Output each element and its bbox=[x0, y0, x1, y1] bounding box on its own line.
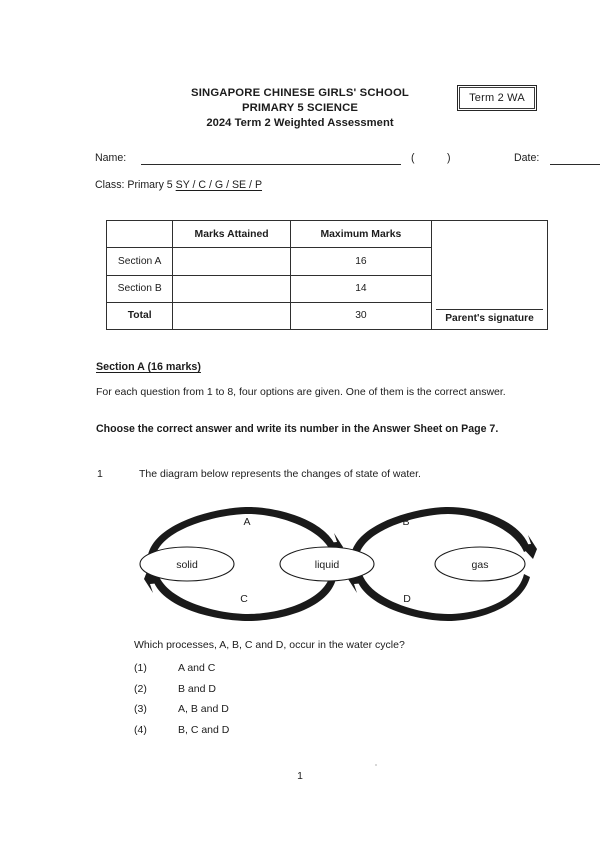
table-row bbox=[107, 302, 432, 329]
option-4[interactable] bbox=[134, 724, 464, 745]
page-number: 1 bbox=[297, 771, 303, 782]
subject-line: PRIMARY 5 SCIENCE bbox=[242, 102, 358, 114]
marks-table bbox=[106, 220, 432, 330]
process-label-a: A bbox=[243, 516, 251, 528]
option-2-text: B and D bbox=[178, 682, 216, 695]
table-corner-cell bbox=[107, 221, 173, 248]
parent-signature-label: Parent's signature bbox=[445, 313, 534, 324]
state-label-liquid: liquid bbox=[314, 559, 340, 571]
date-label: Date: bbox=[514, 152, 540, 164]
section-a-intro: For each question from 1 to 8, four options are given. One of them is the correct answer. bbox=[96, 386, 506, 398]
table-row bbox=[107, 248, 432, 275]
section-a-instruction: Choose the correct answer and write its number in the Answer Sheet on Page 7. bbox=[96, 423, 499, 435]
row-label-total: Total bbox=[107, 302, 173, 329]
name-input-rule[interactable] bbox=[141, 164, 401, 165]
row-label-section-b: Section B bbox=[107, 275, 173, 302]
name-label: Name: bbox=[95, 152, 127, 164]
row-label-section-a: Section A bbox=[107, 248, 173, 275]
index-paren-open: ( bbox=[411, 152, 415, 164]
cell-maximum-section-b: 14 bbox=[290, 275, 431, 302]
cell-attained-section-b[interactable] bbox=[173, 275, 290, 302]
signature-rule bbox=[436, 309, 543, 310]
state-label-gas: gas bbox=[471, 559, 489, 571]
option-3-text: A, B and D bbox=[178, 703, 229, 715]
question-1-prompt: Which processes, A, B, C and D, occur in the water cycle? bbox=[134, 639, 405, 651]
state-change-diagram bbox=[130, 503, 540, 625]
option-1-number: (1) bbox=[134, 662, 147, 674]
term-badge-label: Term 2 WA bbox=[459, 87, 535, 109]
question-1-number: 1 bbox=[97, 468, 103, 480]
option-2[interactable] bbox=[134, 683, 464, 704]
name-date-row bbox=[95, 151, 540, 169]
index-paren-close: ) bbox=[447, 152, 451, 164]
column-header-maximum-marks: Maximum Marks bbox=[290, 221, 431, 248]
date-input-rule[interactable] bbox=[550, 164, 600, 165]
column-header-marks-attained: Marks Attained bbox=[173, 221, 290, 248]
option-1-text: A and C bbox=[178, 662, 216, 674]
class-label: Class: Primary 5 bbox=[95, 179, 173, 191]
arrow-b-body bbox=[352, 507, 530, 555]
arrow-d-body bbox=[356, 574, 530, 621]
option-2-number: (2) bbox=[134, 682, 147, 695]
option-3-number: (3) bbox=[134, 703, 147, 715]
process-label-b: B bbox=[402, 516, 410, 528]
option-1[interactable] bbox=[134, 662, 464, 683]
question-1-stem: The diagram below represents the changes of state of water. bbox=[139, 468, 421, 480]
assessment-line: 2024 Term 2 Weighted Assessment bbox=[206, 117, 394, 129]
cell-maximum-total: 30 bbox=[290, 302, 431, 329]
table-header-row bbox=[107, 221, 432, 248]
option-4-number: (4) bbox=[134, 723, 147, 736]
state-label-solid: solid bbox=[176, 559, 198, 571]
process-label-c: C bbox=[240, 593, 248, 605]
table-row bbox=[107, 275, 432, 302]
cell-attained-section-a[interactable] bbox=[173, 248, 290, 275]
option-3[interactable] bbox=[134, 703, 464, 724]
class-row bbox=[95, 179, 262, 191]
document-header bbox=[150, 86, 450, 131]
cell-attained-total[interactable] bbox=[173, 302, 290, 329]
class-options[interactable]: SY / C / G / SE / P bbox=[175, 179, 263, 191]
school-name: SINGAPORE CHINESE GIRLS' SCHOOL bbox=[191, 87, 409, 99]
process-label-d: D bbox=[403, 593, 411, 605]
parent-signature-box[interactable] bbox=[432, 220, 548, 330]
cell-maximum-section-a: 16 bbox=[290, 248, 431, 275]
term-badge bbox=[457, 85, 537, 111]
scan-speck bbox=[375, 764, 377, 766]
option-4-text: B, C and D bbox=[178, 723, 230, 736]
section-a-title: Section A (16 marks) bbox=[96, 361, 201, 373]
question-1-options bbox=[134, 662, 464, 744]
